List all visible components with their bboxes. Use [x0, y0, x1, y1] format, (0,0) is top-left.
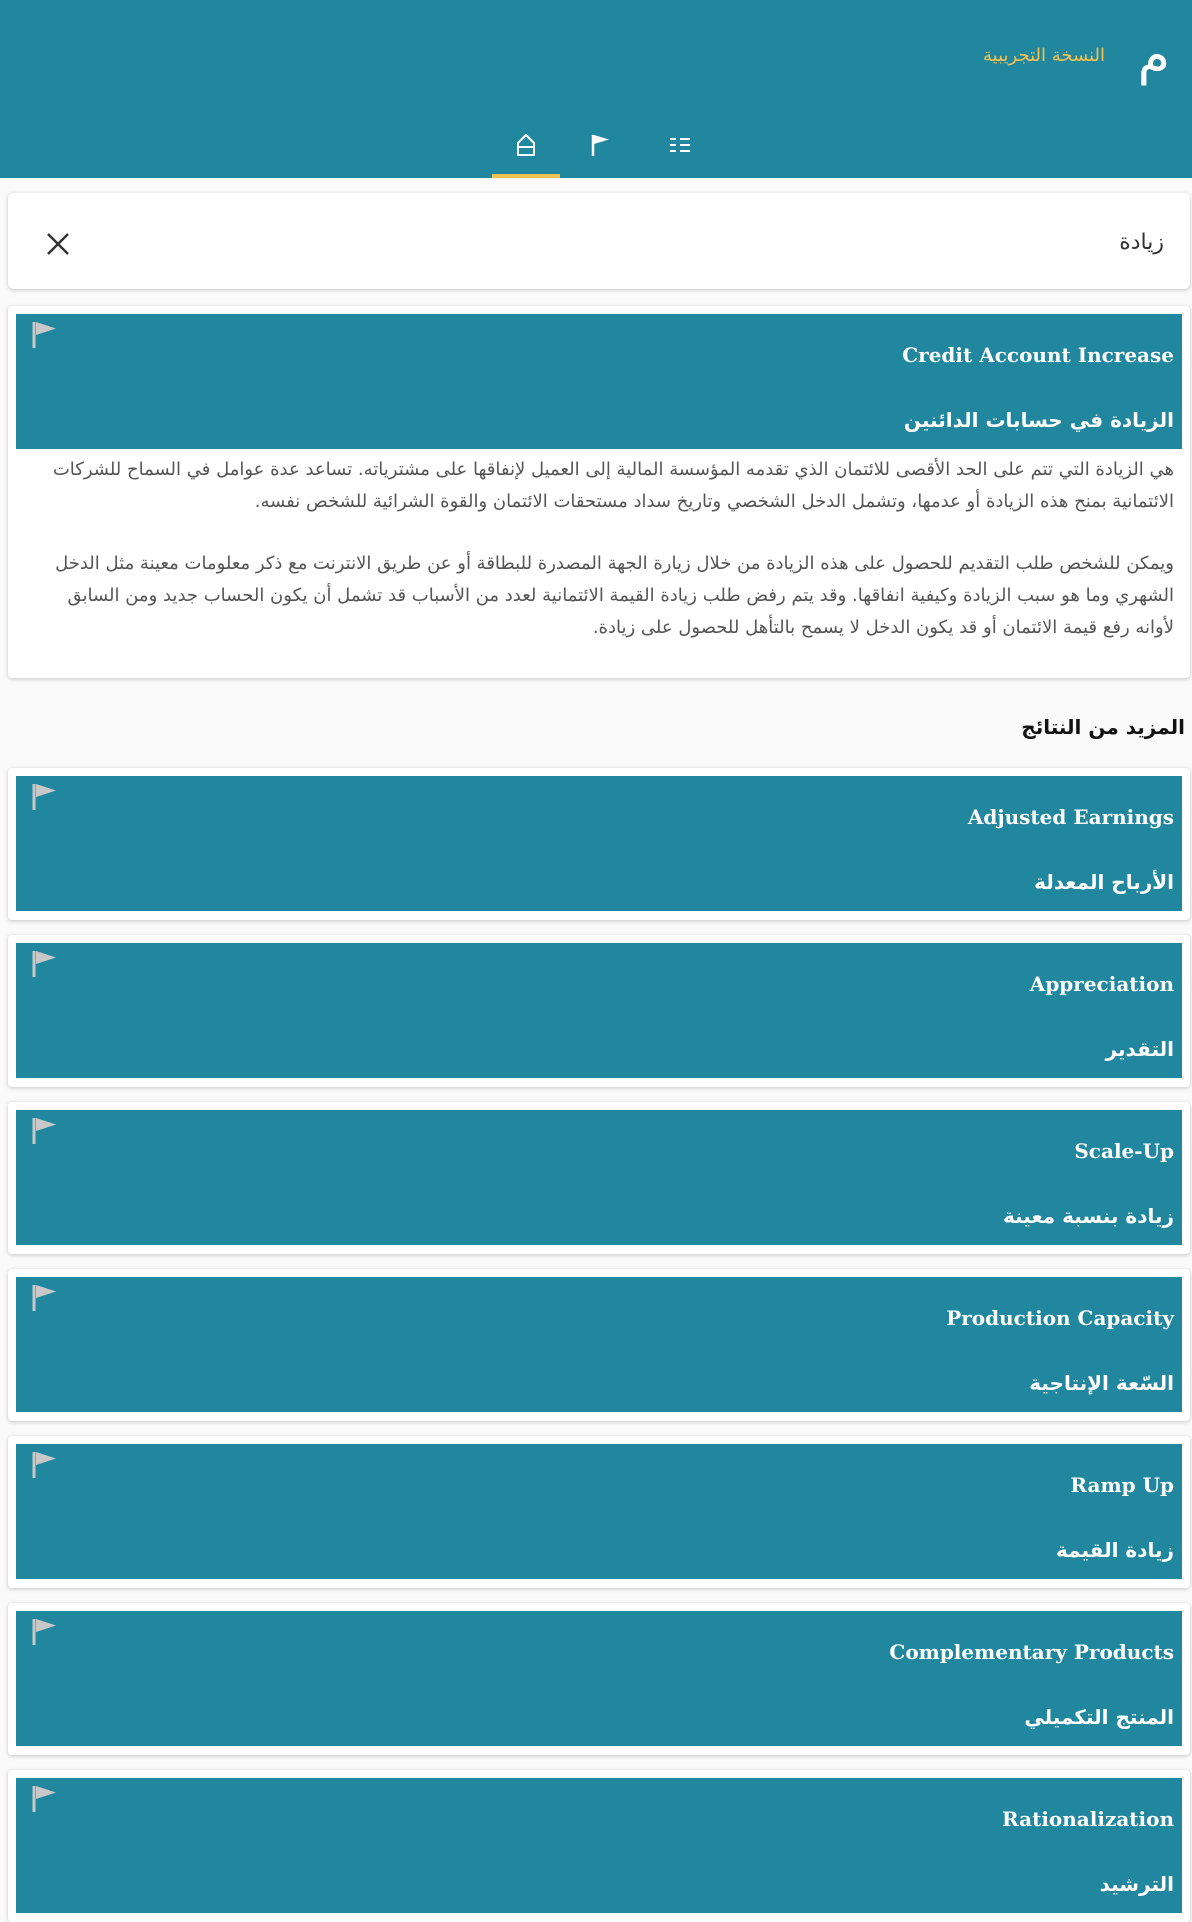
term-arabic: التقدير	[1105, 1037, 1174, 1061]
result-card[interactable]	[8, 1102, 1190, 1254]
result-card-header	[16, 943, 1182, 1078]
term-english: Production Capacity	[946, 1306, 1174, 1330]
app-logo: م	[1137, 26, 1170, 86]
definition-paragraph: ويمكن للشخص طلب التقديم للحصول على هذه الزيادة من خلال زيارة الجهة المصدرة للبطاقة أو عن طريق الانترنت مع ذكر معلومات معينة مثل الدخل الشهري وما هو سبب الزيادة وكيفية انفاقها. وقد يتم رفض طلب زيادة القيمة الائتمانية لعدد من الأسباب قد تشمل أن يكون الحساب جديد ومن السابق لأوانه رفع قيمة الائتمان أو قد يكون الدخل لا يسمح بالتأهل للحصول على زيادة.	[55, 553, 1174, 638]
term-english: Complementary Products	[889, 1640, 1174, 1664]
term-english: Credit Account Increase	[902, 343, 1174, 367]
flag-button[interactable]	[30, 1784, 60, 1816]
flag-icon	[30, 1450, 60, 1482]
result-card-header	[16, 776, 1182, 911]
term-arabic: المنتج التكميلي	[1024, 1705, 1174, 1729]
close-icon	[44, 230, 72, 258]
main-result-card[interactable]	[8, 306, 1190, 678]
flag-button[interactable]	[30, 1450, 60, 1482]
result-card[interactable]	[8, 1770, 1190, 1922]
flag-icon	[30, 1617, 60, 1649]
result-card-header	[16, 1110, 1182, 1245]
tab-bar	[490, 118, 722, 178]
flag-icon	[30, 782, 60, 814]
clear-search-button[interactable]	[38, 224, 78, 264]
flag-icon	[30, 949, 60, 981]
result-card-header	[16, 1611, 1182, 1746]
term-arabic: السّعة الإنتاجية	[1029, 1371, 1174, 1395]
term-english: Appreciation	[1029, 972, 1174, 996]
tab-list[interactable]	[638, 118, 722, 178]
flag-icon	[588, 132, 612, 158]
term-definition	[48, 454, 1174, 674]
flag-icon	[30, 1116, 60, 1148]
term-arabic: زيادة بنسبة معينة	[1003, 1204, 1174, 1228]
flag-icon	[30, 1784, 60, 1816]
tab-flagged[interactable]	[562, 118, 638, 178]
list-icon	[667, 132, 693, 158]
term-english: Adjusted Earnings	[967, 805, 1174, 829]
definition-paragraph: هي الزيادة التي تتم على الحد الأقصى للائتمان الذي تقدمه المؤسسة المالية إلى العميل لإنفاقها على مشترياته. تساعد عدة عوامل في السماح للشركات الائتمانية بمنح هذه الزيادة أو عدمها، وتشمل الدخل الشخصي وتاريخ سداد مستحقات الائتمان والقوة الشرائية للشخص نفسه.	[52, 459, 1174, 512]
more-results-title: المزيد من النتائج	[1021, 715, 1185, 739]
app-header	[0, 0, 1192, 178]
flag-icon	[30, 320, 60, 352]
flag-button[interactable]	[30, 1617, 60, 1649]
term-arabic: الترشيد	[1099, 1872, 1174, 1896]
result-card[interactable]	[8, 1269, 1190, 1421]
flag-button[interactable]	[30, 949, 60, 981]
search-box	[8, 193, 1190, 289]
flag-icon	[30, 1283, 60, 1315]
term-arabic: زيادة القيمة	[1055, 1538, 1174, 1562]
result-card[interactable]	[8, 768, 1190, 920]
main-result-header	[16, 314, 1182, 449]
result-card-header	[16, 1277, 1182, 1412]
term-english: Scale-Up	[1074, 1139, 1174, 1163]
term-arabic: الزيادة في حسابات الدائنين	[903, 408, 1174, 432]
flag-button[interactable]	[30, 1116, 60, 1148]
term-english: Rationalization	[1002, 1807, 1174, 1831]
home-icon	[514, 132, 538, 158]
result-card-header	[16, 1444, 1182, 1579]
flag-button[interactable]	[30, 320, 60, 352]
tab-home[interactable]	[490, 118, 562, 178]
result-card[interactable]	[8, 1436, 1190, 1588]
result-card[interactable]	[8, 935, 1190, 1087]
term-arabic: الأرباح المعدلة	[1034, 870, 1174, 894]
flag-button[interactable]	[30, 782, 60, 814]
result-card-header	[16, 1778, 1182, 1913]
term-english: Ramp Up	[1070, 1473, 1174, 1497]
flag-button[interactable]	[30, 1283, 60, 1315]
version-label: النسخة التجريبية	[983, 45, 1105, 66]
result-card[interactable]	[8, 1603, 1190, 1755]
search-input[interactable]	[162, 217, 1166, 267]
